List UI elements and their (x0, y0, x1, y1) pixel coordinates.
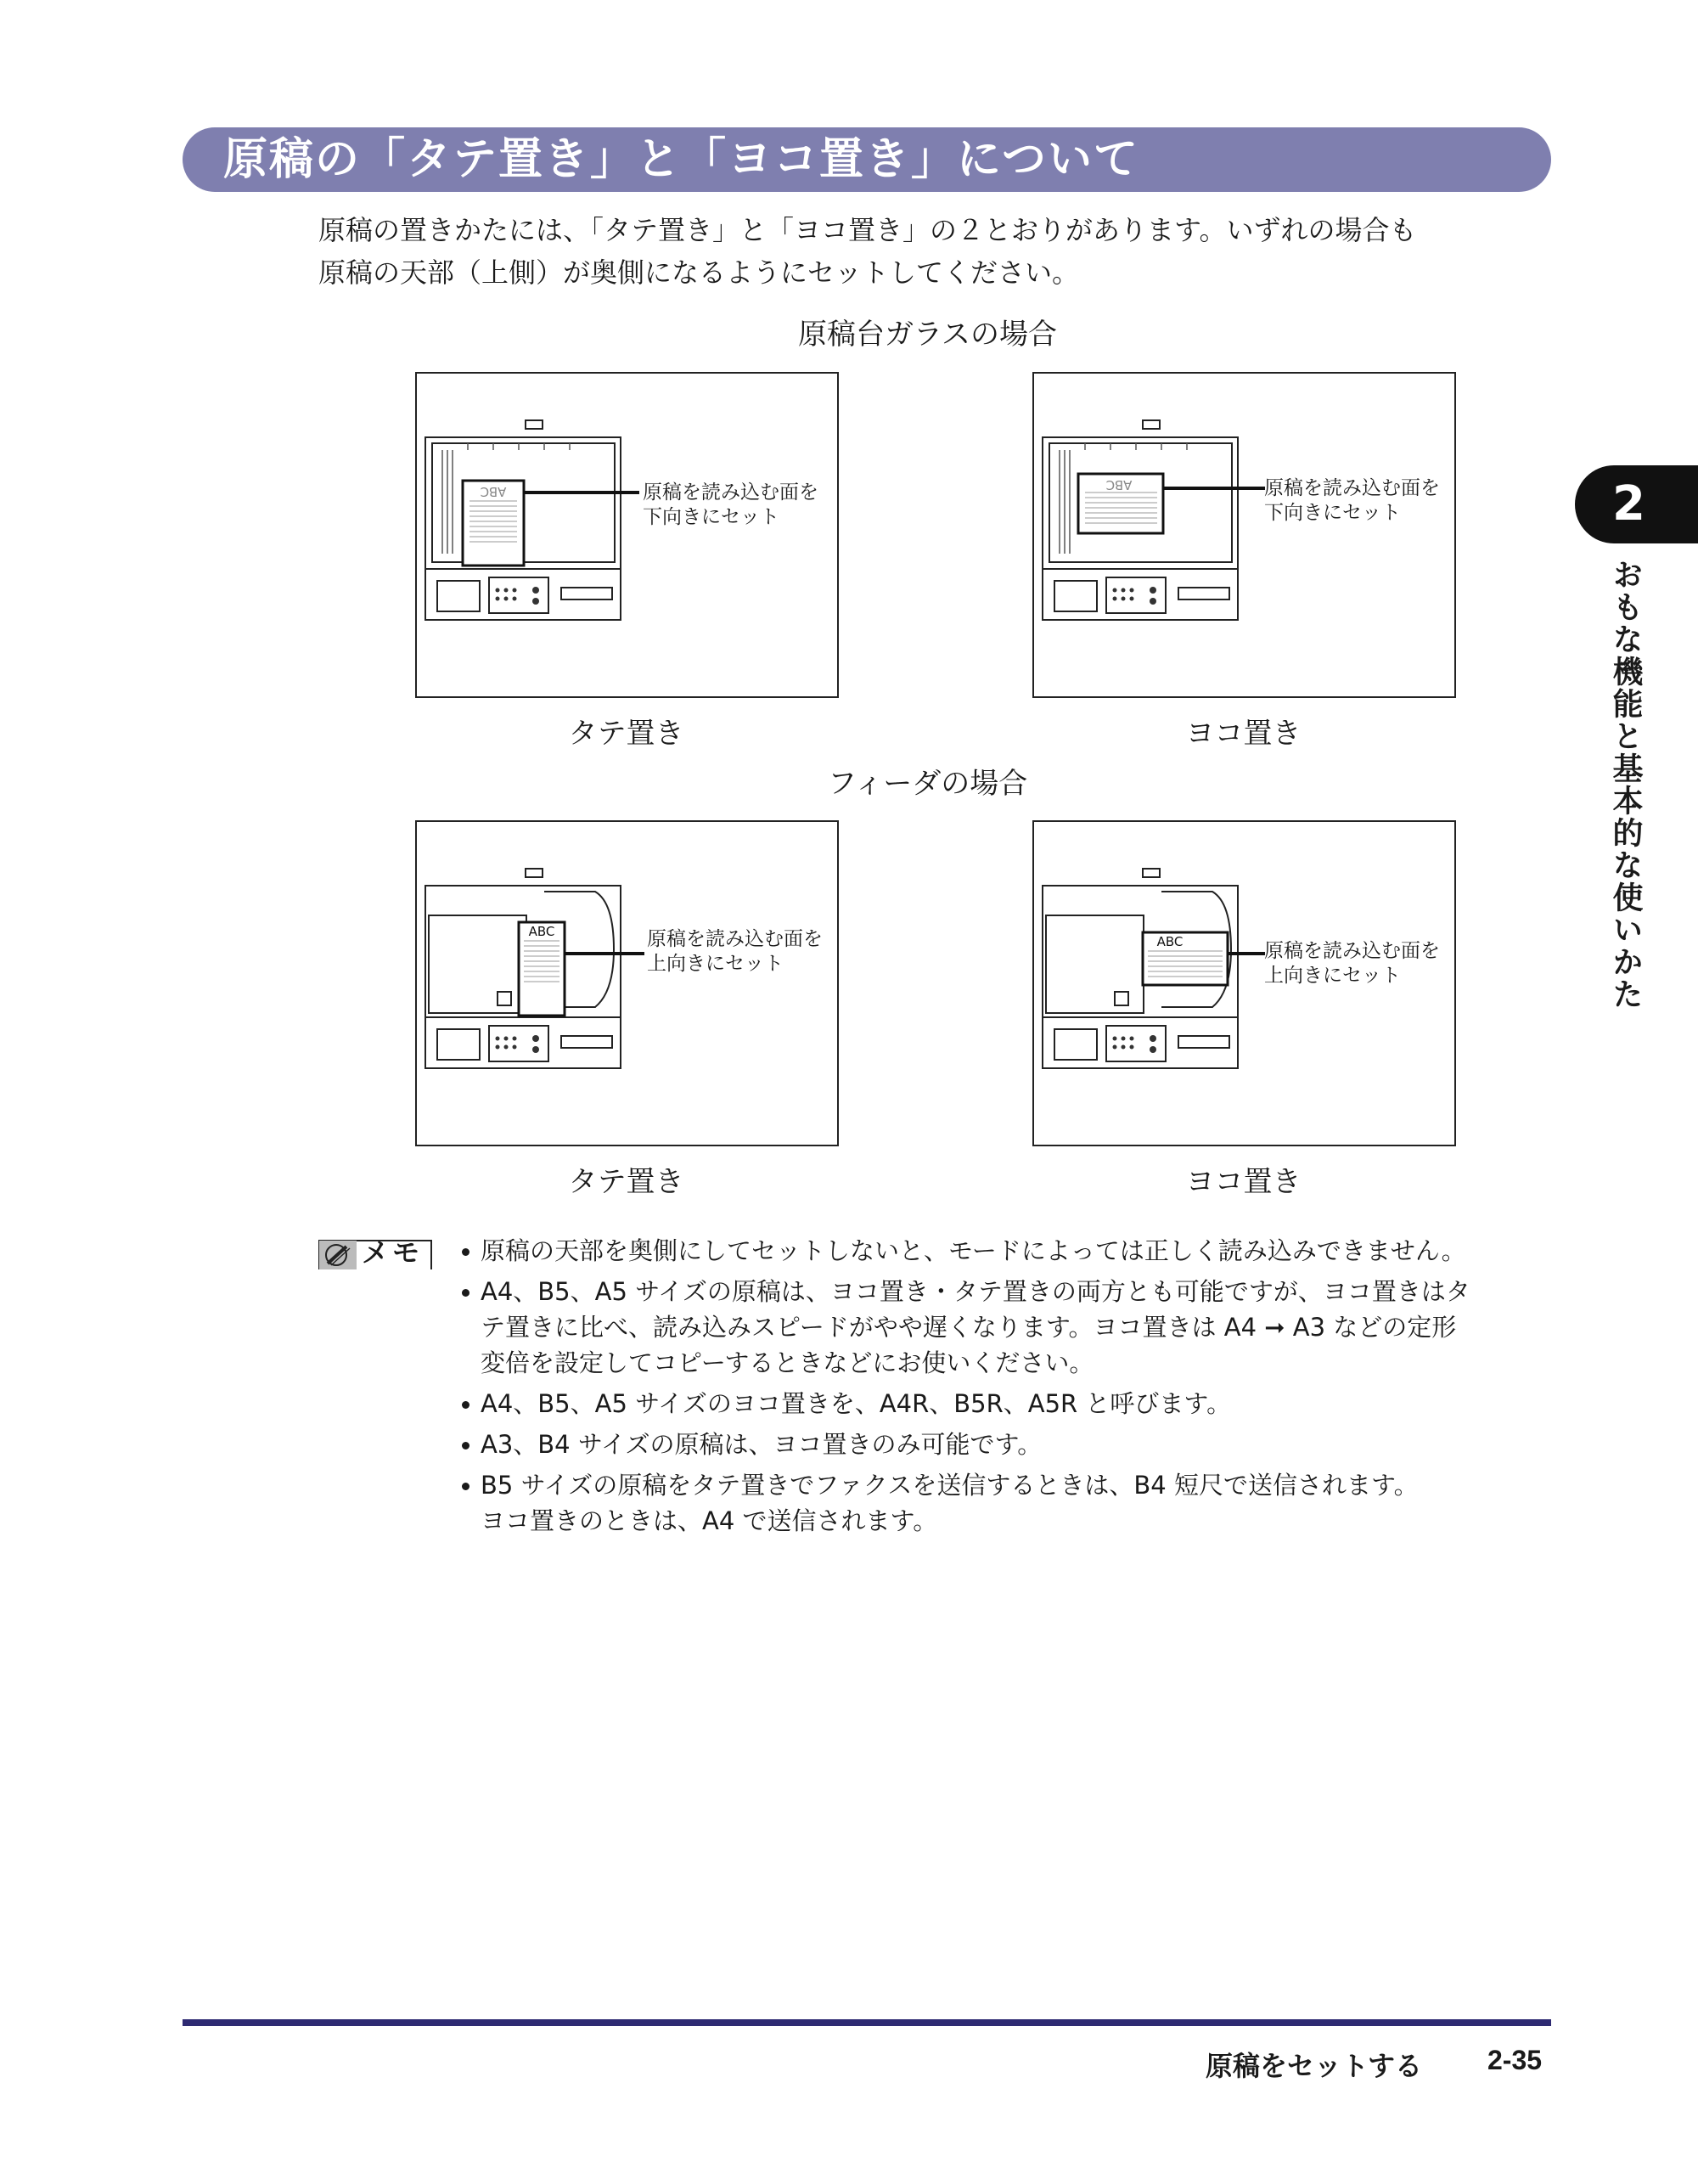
platen-section-label: 原稿台ガラスの場合 (798, 318, 1057, 352)
feeder-portrait-callout: 原稿を読み込む面を 上向きにセット (647, 928, 823, 975)
memo-badge (316, 1236, 435, 1271)
platen-landscape-callout: 原稿を読み込む面を 下向きにセット (1264, 477, 1440, 524)
platen-landscape-figure (1032, 372, 1456, 698)
copier-illustration (417, 822, 837, 1145)
feeder-landscape-caption: ヨコ置き (1185, 1165, 1302, 1199)
platen-portrait-caption: タテ置き (568, 717, 684, 751)
document-text: ABC (528, 924, 555, 939)
memo-item: B5 サイズの原稿をタテ置きでファクスを送信するときは、B4 短尺で送信されます。 ヨコ置きのときは、A4 で送信されます。 (458, 1467, 1562, 1539)
feeder-portrait-figure (415, 820, 839, 1146)
copier-illustration (1034, 374, 1454, 696)
document-text: ABC (1105, 477, 1133, 493)
intro-paragraph (318, 209, 1558, 294)
feeder-section-label: フィーダの場合 (828, 767, 1028, 801)
intro-line: 原稿の置きかたには、「タテ置き」と「ヨコ置き」の２とおりがあります。いずれの場合も (318, 214, 1417, 246)
copier-illustration (417, 374, 837, 696)
chapter-title-vertical: おもな機能と基本的な使いかた (1608, 559, 1643, 1010)
memo-item: 原稿の天部を奥側にしてセットしないと、モードによっては正しく読み込みできません。 (458, 1233, 1562, 1269)
pencil-icon (321, 1241, 355, 1269)
page-number: 2-35 (1487, 2045, 1543, 2075)
memo-item: A4、B5、A5 サイズの原稿は、ヨコ置き・タテ置きの両方とも可能ですが、ヨコ置きはタ テ置きに比べ、読み込みスピードがやや遅くなります。ヨコ置きは A4 ➞ A3 などの定形 変倍を設定してコピーするときなどにお使いください。 (458, 1274, 1562, 1381)
chapter-number: 2 (1612, 476, 1645, 532)
feeder-landscape-callout: 原稿を読み込む面を 上向きにセット (1264, 940, 1440, 987)
memo-list (458, 1233, 1562, 1544)
document-text: ABC (480, 484, 507, 499)
platen-portrait-callout: 原稿を読み込む面を 下向きにセット (643, 481, 818, 528)
memo-item: A4、B5、A5 サイズのヨコ置きを、A4R、B5R、A5R と呼びます。 (458, 1386, 1562, 1421)
section-heading: 原稿の「タテ置き」と「ヨコ置き」について (223, 134, 1139, 185)
platen-landscape-caption: ヨコ置き (1185, 717, 1302, 751)
section-heading-bar (183, 127, 1551, 192)
feeder-portrait-caption: タテ置き (568, 1165, 684, 1199)
memo-label: メモ (362, 1236, 424, 1269)
chapter-tab (1575, 465, 1698, 543)
memo-item: A3、B4 サイズの原稿は、ヨコ置きのみ可能です。 (458, 1427, 1562, 1462)
footer-section-title: 原稿をセットする (1206, 2050, 1423, 2082)
document-text: ABC (1156, 934, 1184, 949)
footer-rule (183, 2019, 1551, 2026)
intro-line: 原稿の天部（上側）が奥側になるようにセットしてください。 (318, 256, 1080, 289)
platen-portrait-figure (415, 372, 839, 698)
